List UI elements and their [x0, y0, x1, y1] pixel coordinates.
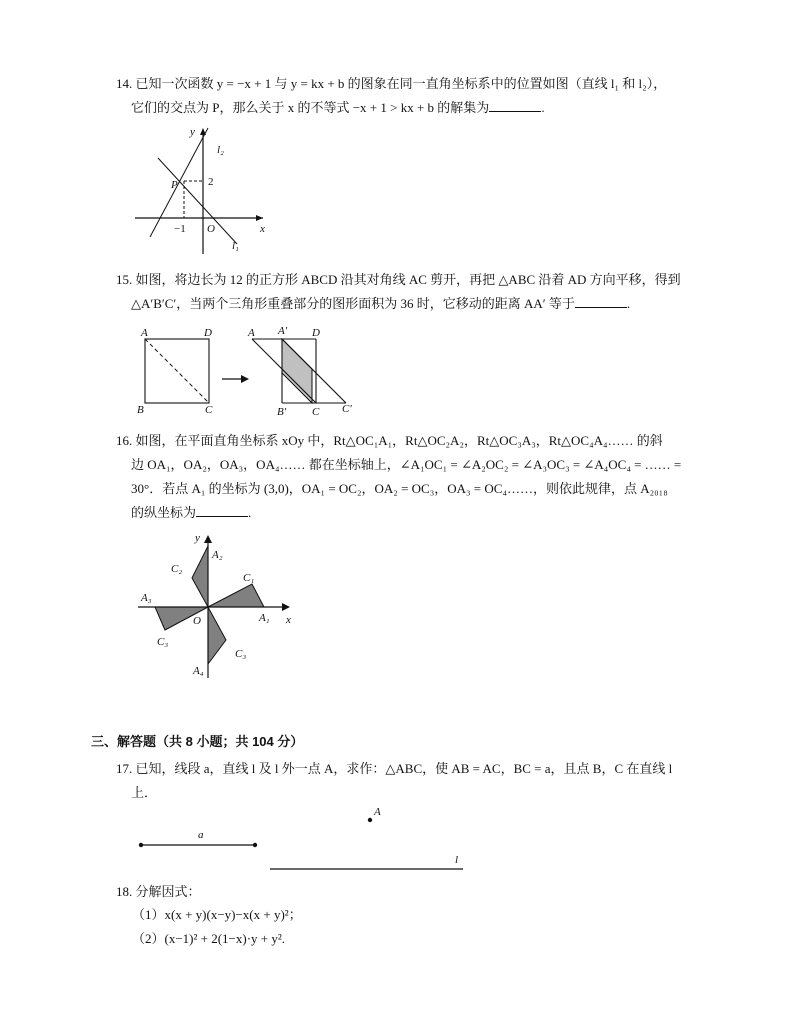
q14-line-l1 [158, 158, 237, 244]
q16-label-C2: C₂ [171, 563, 183, 575]
q17-segment-end-right [253, 843, 257, 847]
q15-label-A2: A [248, 327, 255, 339]
q16-line4-text: 的纵坐标为 [131, 505, 197, 520]
q16-label-A2: A₂ [212, 549, 223, 561]
q17-label-l: l [455, 854, 459, 866]
q14-label-O: O [207, 223, 215, 235]
q14-line-l2 [150, 128, 208, 237]
q18-item2: （2）(x−1)² + 2(1−x)·y + y². [132, 931, 286, 946]
q15-label-Bp: B′ [277, 406, 287, 418]
q15-overlap-region [282, 339, 312, 403]
q16-x-arrow-icon [282, 603, 290, 611]
q16-label-A3: A₃ [141, 592, 152, 604]
q15-answer-blank[interactable] [575, 295, 627, 308]
q15-line2-end: . [626, 296, 631, 311]
q15-line2-text: △A′B′C′，当两个三角形重叠部分的图形面积为 36 时，它移动的距离 AA′ 等于 [131, 296, 575, 311]
q16-line1: 16. 如图，在平面直角坐标系 xOy 中，Rt△OC₁A₁，Rt△OC₂A₂，Rt△OC₃A₃，Rt△OC₄A₄…… 的斜 [116, 433, 663, 448]
q15-line1: 15. 如图，将边长为 12 的正方形 ABCD 沿其对角线 AC 剪开，再把 △ABC 沿着 AD 方向平移，得到 [116, 272, 681, 287]
q16-label-A4: A₄ [193, 665, 204, 677]
q16-label-x: x [286, 614, 291, 626]
q17-label-a: a [198, 829, 204, 841]
q14-label-P: P [171, 179, 178, 191]
q16-line3: 30°．若点 A₁ 的坐标为 (3,0)，OA₁ = OC₂，OA₂ = OC₃，OA₃ = OC₄……，则依此规律，点 A₂₀₁₈ [131, 481, 668, 496]
q17-line2: 上． [131, 785, 158, 800]
q16-line2: 边 OA₁，OA₂，OA₃，OA₄…… 都在坐标轴上，∠A₁OC₁ = ∠A₂OC₂ = ∠A₃OC₃ = ∠A₄OC₄ = …… = [131, 457, 682, 472]
q15-label-C: C [205, 404, 213, 416]
q14-answer-blank[interactable] [489, 99, 541, 112]
q16-label-C4: C₃ [157, 636, 169, 648]
q15-diagonal [145, 339, 209, 403]
q15-label-A: A [141, 327, 148, 339]
q16-answer-blank[interactable] [196, 504, 248, 517]
q16-line4-end: . [248, 505, 252, 520]
q15-label-D2: D [312, 327, 320, 339]
q14-line1: 14. 已知一次函数 y = −x + 1 与 y = kx + b 的图象在同一直角坐标系中的位置如图（直线 l₁ 和 l₂）， [116, 76, 667, 91]
q16-label-O: O [193, 615, 201, 627]
q16-y-arrow-icon [204, 535, 212, 543]
q18-title: 18. 分解因式： [116, 884, 201, 899]
q16-triangle-1 [208, 584, 264, 607]
q14-label-y: y [190, 126, 195, 138]
q17-label-A: A [374, 806, 381, 818]
q16-line4 [131, 504, 251, 522]
q14-line2 [131, 99, 545, 117]
q15-figure [132, 324, 372, 420]
section-title: 三、解答题（共 8 小题；共 104 分） [91, 734, 304, 749]
q17-segment-end-left [139, 843, 143, 847]
q15-label-C2: C [312, 406, 320, 418]
q16-label-y: y [195, 532, 200, 544]
q17-line1: 17. 已知，线段 a，直线 l 及 l 外一点 A，求作：△ABC，使 AB = AC，BC = a，且点 B，C 在直线 l [116, 761, 673, 776]
q16-triangle-2 [192, 546, 208, 607]
q18-item1: （1）x(x + y)(x−y)−x(x + y)²； [132, 907, 302, 922]
q15-label-Cp: C′ [342, 403, 352, 415]
q16-label-A1: A₁ [259, 612, 270, 624]
q15-label-D: D [204, 327, 212, 339]
q17-figure [130, 800, 480, 875]
q14-label-l1: l₁ [232, 240, 239, 252]
q14-label-2: 2 [208, 176, 214, 188]
q15-arrow-icon [241, 375, 249, 383]
q14-line2-text: 它们的交点为 P，那么关于 x 的不等式 −x + 1 > kx + b 的解集为 [131, 100, 490, 115]
q16-label-C3: C₃ [235, 648, 247, 660]
q14-x-arrow-icon [256, 215, 263, 221]
q14-label-x: x [260, 223, 265, 235]
q16-figure [135, 528, 305, 688]
q14-figure [130, 122, 280, 262]
q14-label-neg1: −1 [174, 223, 186, 235]
q15-line2 [131, 295, 630, 313]
q16-label-C1: C₁ [243, 572, 255, 584]
q16-triangle-4 [208, 607, 226, 664]
q15-label-Ap: A′ [278, 325, 288, 337]
q17-point-A [368, 818, 372, 822]
q15-label-B: B [137, 404, 144, 416]
q14-line2-end: . [541, 100, 545, 115]
q14-label-l2: l₂ [217, 144, 224, 156]
